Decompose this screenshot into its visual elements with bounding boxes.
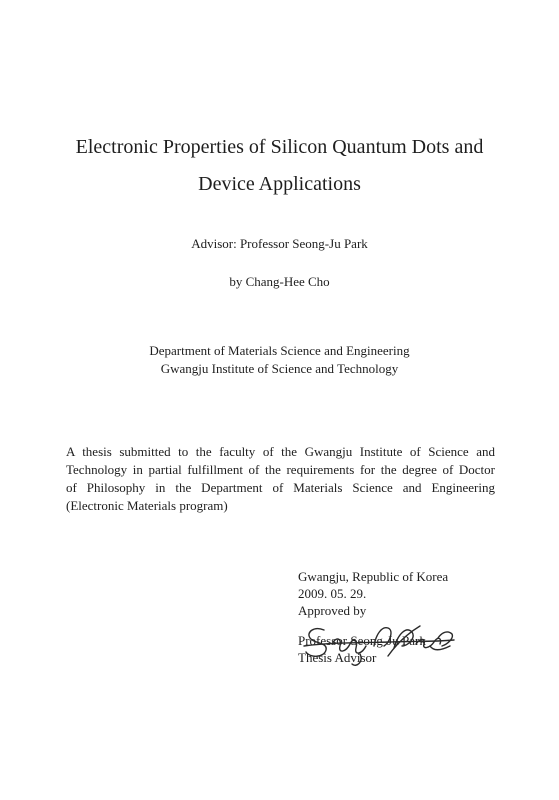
author-line: by Chang-Hee Cho: [229, 274, 330, 289]
handwritten-signature: [302, 616, 462, 676]
department-name: Department of Materials Science and Engineering: [149, 343, 410, 358]
approval-place: Gwangju, Republic of Korea: [298, 569, 449, 584]
institute-name: Gwangju Institute of Science and Technology: [160, 361, 399, 376]
approver-role: Thesis Advisor: [298, 650, 377, 665]
approver-name: Professor Seong-Ju Park: [298, 633, 426, 648]
thesis-title-line-2: Device Applications: [198, 173, 361, 195]
advisor-line: Advisor: Professor Seong-Ju Park: [191, 236, 368, 251]
statement-line: of Philosophy in the Department of Materials Science and Engineering: [66, 480, 495, 495]
thesis-statement: [66, 443, 495, 515]
approved-by-label: Approved by: [298, 603, 367, 618]
statement-line: Technology in partial fulfillment of the requirements for the degree of Doctor: [66, 462, 495, 477]
statement-line: A thesis submitted to the faculty of the Gwangju Institute of Science and: [66, 444, 495, 459]
thesis-title-line-1: Electronic Properties of Silicon Quantum Dots and: [75, 136, 484, 158]
approval-date: 2009. 05. 29.: [298, 586, 367, 601]
statement-line: (Electronic Materials program): [66, 498, 228, 513]
